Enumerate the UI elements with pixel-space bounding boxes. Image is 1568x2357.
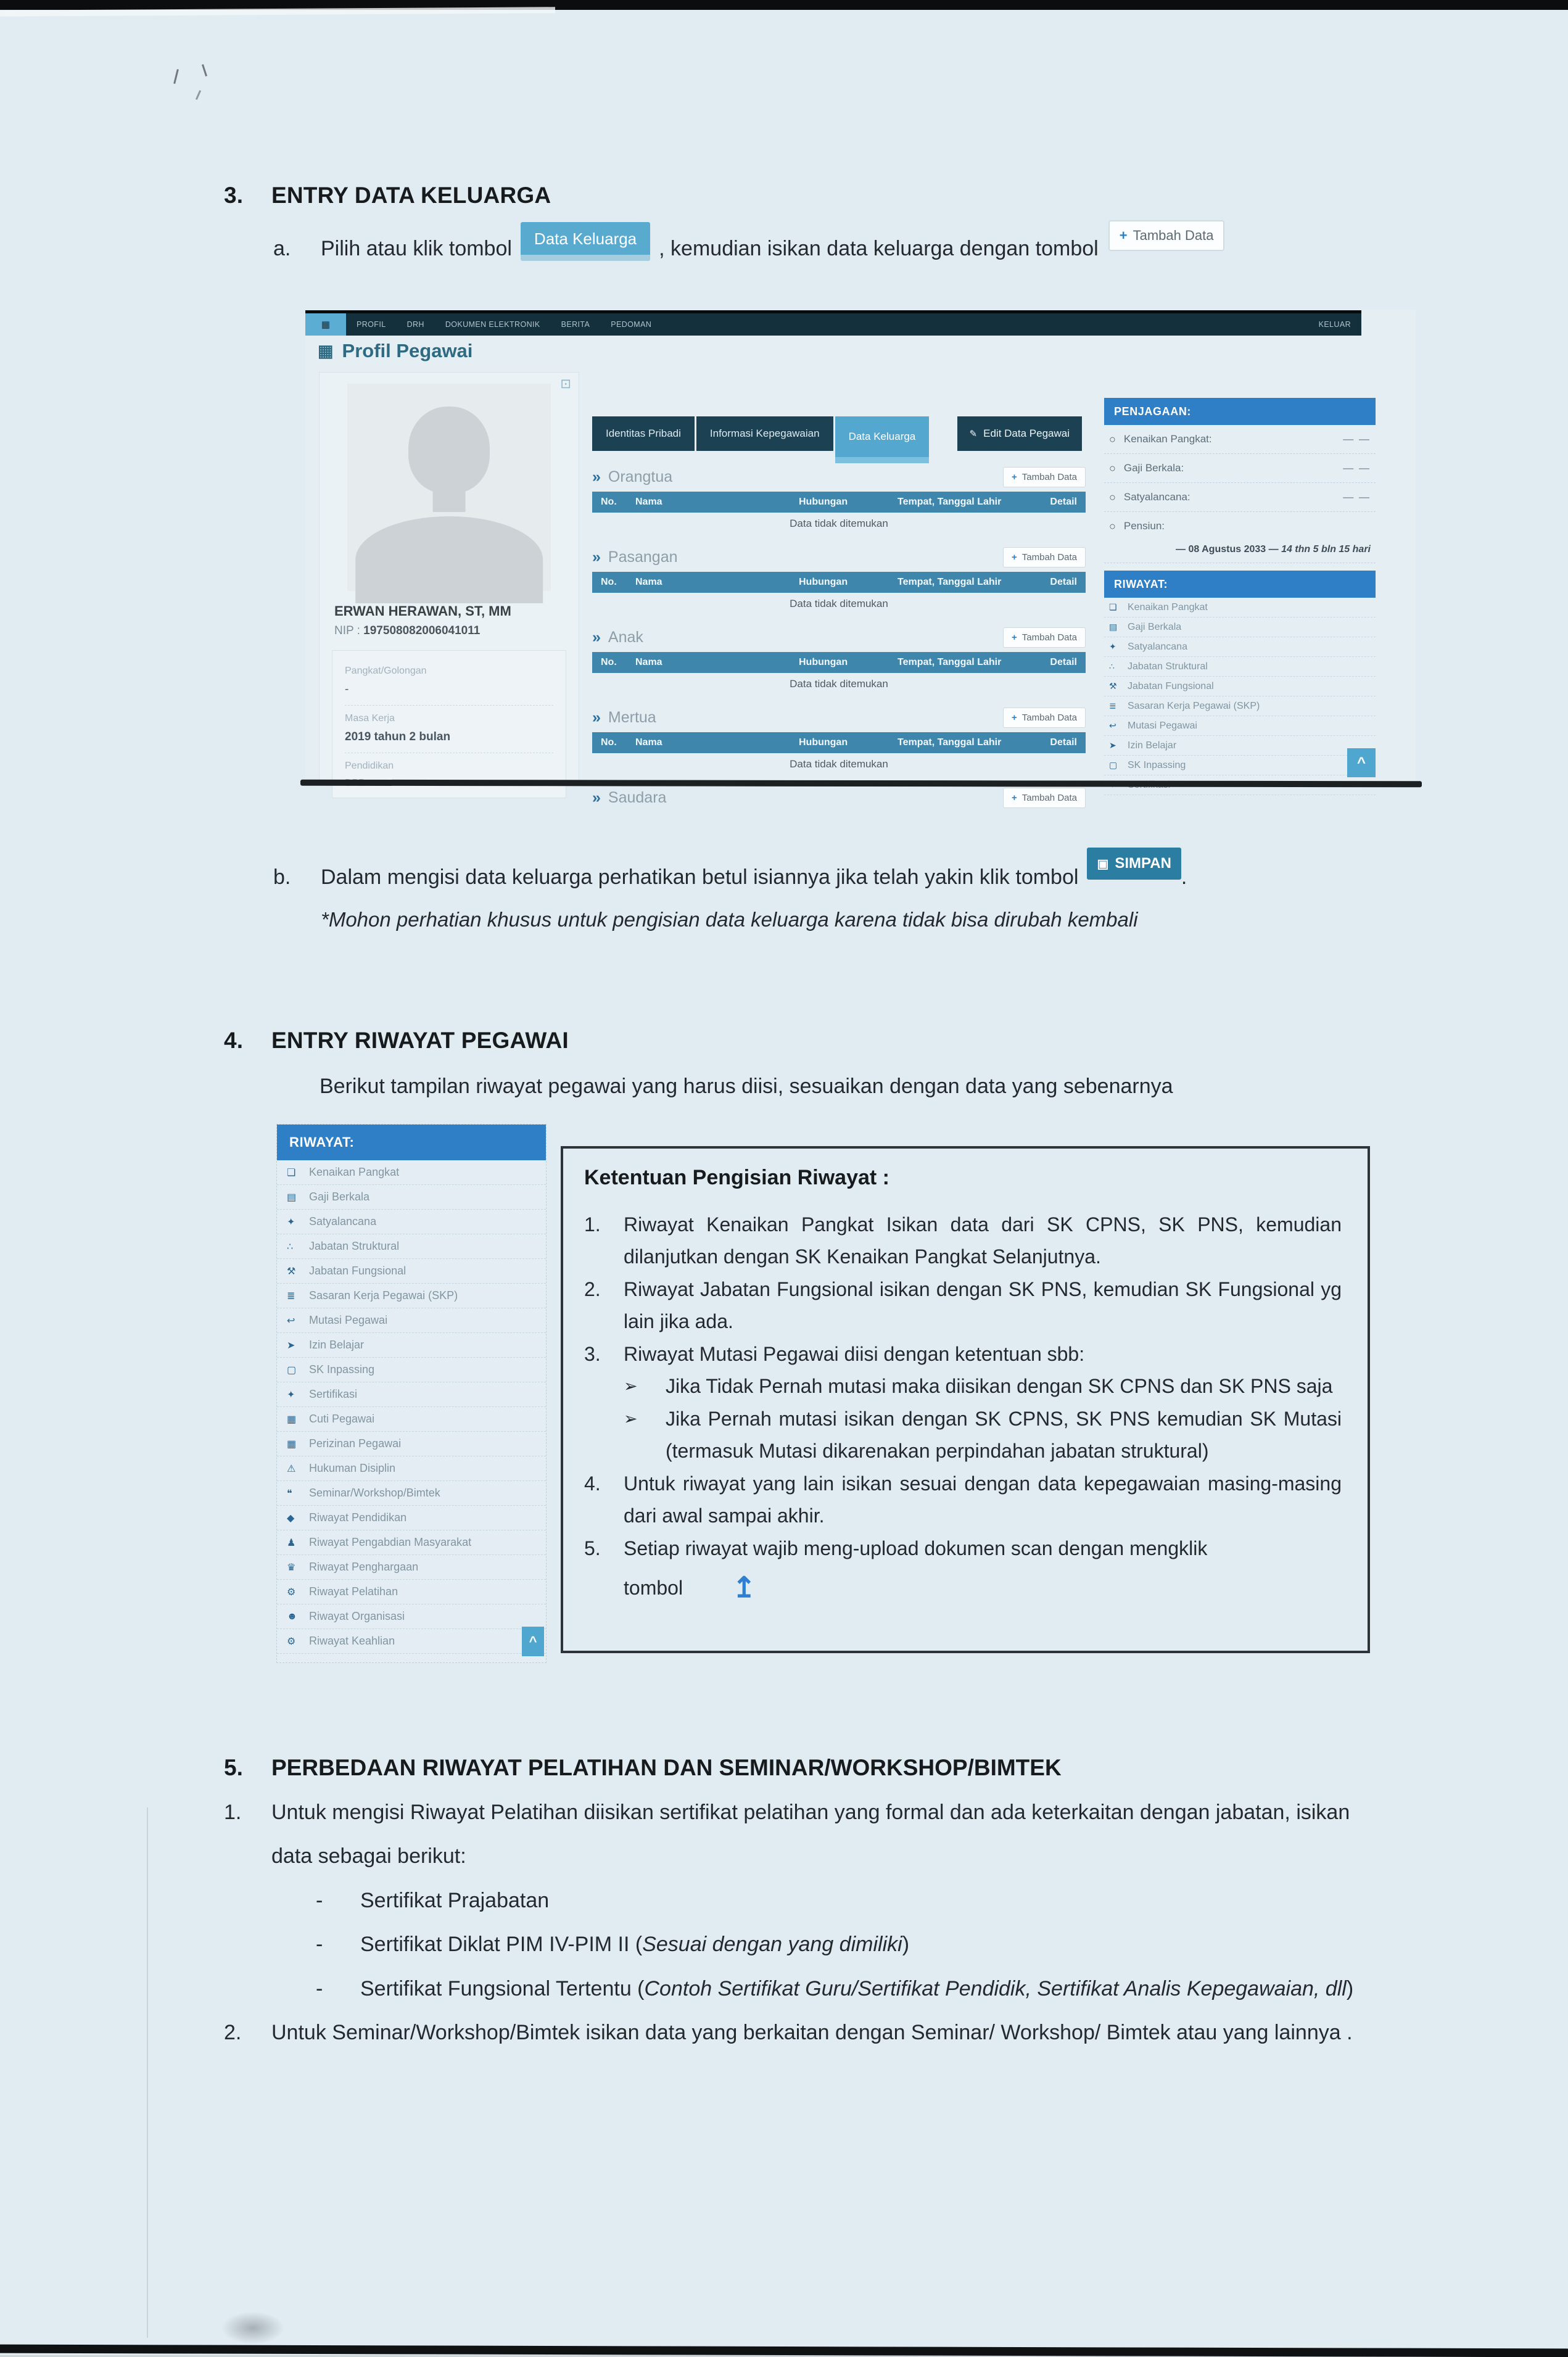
field-pendidikan: Pendidikan [345,761,394,771]
scan-edge-bottom [0,2345,1568,2357]
scan-smudge [222,2312,284,2344]
step-a [273,229,1519,268]
gavel-icon: ⚒ [287,1266,296,1277]
tambah-data-button[interactable]: + Tambah Data [1003,467,1086,487]
plus-icon: + [1012,792,1017,803]
tambah-data-button[interactable]: + Tambah Data [1003,708,1086,728]
menu-mutasi-pegawai[interactable]: ↩ Mutasi Pegawai [277,1308,546,1333]
menu-sk-inpassing[interactable]: ▢ SK Inpassing [277,1358,546,1382]
step-text: Pilih atau klik tombol [321,237,512,260]
plus-icon: + [1012,712,1017,723]
scroll-top-button[interactable] [1347,748,1376,777]
banknote-icon: ▤ [287,1192,297,1203]
circle-icon: ○ [1109,461,1116,474]
section-title: ENTRY DATA KELUARGA [271,183,551,208]
menu-riwayat-pendidikan[interactable]: ◆ Riwayat Pendidikan [277,1506,546,1530]
menu-gaji-berkala[interactable]: ▤ Gaji Berkala [277,1185,546,1210]
menu-skp[interactable]: ≣ Sasaran Kerja Pegawai (SKP) [1104,696,1376,716]
graduation-cap-icon: ◆ [287,1513,295,1524]
menu-hukuman-disiplin[interactable]: ⚠ Hukuman Disiplin [277,1456,546,1481]
certificate-icon: ✦ [287,1389,295,1400]
section-4-subtitle: Berikut tampilan riwayat pegawai yang harus diisi, sesuaikan dengan data yang sebenarnya [320,1075,1173,1098]
section-title: » Saudara [592,788,667,806]
nip-label: NIP : [334,624,360,637]
data-keluarga-button[interactable]: Data Keluarga [521,222,650,261]
step-label: b. [273,865,291,889]
menu-cuti-pegawai[interactable]: ▦ Cuti Pegawai [277,1407,546,1432]
circle-icon: ○ [1109,519,1116,532]
page-title: ▦ Profil Pegawai [318,340,473,361]
status-panel [1104,398,1376,795]
section-title: » Pasangan [592,548,678,566]
tambah-data-label: Tambah Data [1133,227,1214,243]
ketentuan-item-5-line-2: tombol ↥ [624,1564,1342,1611]
app-logo[interactable] [305,313,346,336]
s5-bullet-1: - Sertifikat Prajabatan [271,1879,1366,1923]
silhouette-shoulders [355,516,543,603]
chevrons-icon: » [592,548,601,566]
image-icon[interactable]: ⊡ [560,377,571,391]
penjagaan-satyalancana: ○ Satyalancana: — — [1104,483,1376,512]
nav-item-dokumen[interactable]: DOKUMEN ELEKTRONIK [445,320,540,329]
chevrons-icon: » [592,708,601,726]
profile-tabs [592,416,1086,451]
employee-name: ERWAN HERAWAN, ST, MM [334,603,511,619]
empty-row: Data tidak ditemukan [790,518,888,529]
scan-fold-line [147,1807,148,2338]
section-5-heading [224,1755,1366,1781]
wrench-icon: ⚙ [287,1636,296,1647]
profil-pegawai-screenshot [305,310,1416,806]
table-header: No. Nama Hubungan Tempat, Tanggal Lahir Detail [592,732,1086,753]
floppy-icon: ▣ [1097,857,1109,871]
scroll-top-button[interactable] [522,1627,544,1656]
menu-jabatan-fungsional[interactable]: ⚒ Jabatan Fungsional [277,1259,546,1284]
nav-item-keluar[interactable]: KELUAR [1318,320,1351,329]
nav-item-drh[interactable]: DRH [406,320,424,329]
silhouette-neck [433,483,466,512]
calendar-icon: ▦ [287,1439,297,1450]
menu-sertifikasi[interactable]: ✦ Sertifikasi [277,1382,546,1407]
tab-data-keluarga[interactable]: Data Keluarga [835,416,930,457]
step-b [273,855,1458,931]
section-mertua [592,706,1086,772]
ketentuan-item-5: 5. Setiap riwayat wajib meng-upload dokumen scan dengan mengklik [584,1537,1208,1559]
circle-icon: ○ [1109,432,1116,445]
nav-item-profil[interactable]: PROFIL [357,320,386,329]
menu-riwayat-pengabdian[interactable]: ♟ Riwayat Pengabdian Masyarakat [277,1530,546,1555]
menu-satyalancana[interactable]: ✦ Satyalancana [277,1210,546,1234]
table-header: No. Nama Hubungan Tempat, Tanggal Lahir Detail [592,652,1086,673]
s5-item-2: 2. Untuk Seminar/Workshop/Bimtek isikan data yang berkaitan dengan Seminar/ Workshop/ Bimtek atau yang lainnya . [224,2020,1353,2044]
nav-item-pedoman[interactable]: PEDOMAN [611,320,652,329]
menu-mutasi-pegawai[interactable]: ↩ Mutasi Pegawai [1104,716,1376,736]
menu-satyalancana[interactable]: ✦ Satyalancana [1104,637,1376,657]
tab-informasi-kepegawaian[interactable]: Informasi Kepegawaian [696,416,833,451]
menu-sk-inpassing[interactable]: ▢ SK Inpassing [1104,756,1376,775]
file-icon: ▢ [1109,760,1118,770]
menu-seminar-workshop-bimtek[interactable]: ❝ Seminar/Workshop/Bimtek [277,1481,546,1506]
pen-mark [196,90,201,100]
bookmark-icon: ❏ [287,1167,296,1178]
send-icon: ➤ [287,1340,295,1351]
medal-icon: ✦ [1109,642,1116,651]
silhouette-head [408,407,490,493]
menu-kenaikan-pangkat[interactable]: ❏ Kenaikan Pangkat [277,1160,546,1185]
riwayat-sidebar-screenshot [276,1124,547,1663]
ketentuan-item-3: 3. Riwayat Mutasi Pegawai diisi dengan ketentuan sbb: [584,1342,1085,1365]
gavel-icon: ⚒ [1109,681,1117,691]
menu-gaji-berkala[interactable]: ▤ Gaji Berkala [1104,617,1376,637]
section-title: » Anak [592,628,643,646]
pencil-icon: ✎ [969,429,978,439]
step-text: Dalam mengisi data keluarga perhatikan betul isiannya jika telah yakin klik tombol [321,865,1079,889]
chevrons-icon: » [592,468,601,485]
step-label: a. [273,237,291,260]
section-orangtua [592,466,1086,531]
tambah-data-button[interactable]: + Tambah Data [1003,627,1086,648]
plus-icon: + [1012,632,1017,643]
profile-card [319,372,579,783]
simpan-button[interactable]: ▣ SIMPAN [1087,848,1181,880]
grid-icon: ▦ [321,320,331,330]
field-pangkat: Pangkat/Golongan - [345,658,553,706]
pensiun-date: — 08 Agustus 2033 — 14 thn 5 bln 15 hari [1104,540,1376,563]
section-number: 4. [224,1028,244,1053]
dash-bullet: - [316,1888,323,1912]
bookmark-icon: ❏ [1109,602,1117,612]
circle-icon: ○ [1109,490,1116,503]
section-pasangan [592,546,1086,611]
sitemap-icon: ∴ [287,1241,294,1252]
tab-identitas-pribadi[interactable]: Identitas Pribadi [592,416,695,451]
menu-riwayat-organisasi[interactable]: ☻ Riwayat Organisasi [277,1604,546,1629]
s5-item-1: 1. Untuk mengisi Riwayat Pelatihan diisikan sertifikat pelatihan yang formal dan ada keterkaitan dengan jabatan, isikan data sebagai berikut: [224,1801,1350,1868]
menu-izin-belajar[interactable]: ➤ Izin Belajar [1104,736,1376,756]
empty-row: Data tidak ditemukan [790,678,888,690]
box-title: Ketentuan Pengisian Riwayat : [584,1166,889,1189]
dash-bullet: - [316,1976,323,2000]
menu-kenaikan-pangkat[interactable]: ❏ Kenaikan Pangkat [1104,598,1376,617]
arrow-bullet-icon: ➢ [624,1409,638,1428]
ketentuan-item-4: 4. Untuk riwayat yang lain isikan sesuai dengan data kepegawaian masing-masing dari awal sampai akhir. [584,1472,1342,1527]
plus-icon: + [1012,551,1017,563]
family-data-panel [592,416,1086,809]
plus-icon: + [1012,471,1017,482]
section-number: 3. [224,183,244,208]
menu-jabatan-fungsional[interactable]: ⚒ Jabatan Fungsional [1104,677,1376,696]
comments-icon: ❝ [287,1488,292,1499]
chevrons-icon: » [592,788,601,806]
ketentuan-item-1: 1. Riwayat Kenaikan Pangkat Isikan data dari SK CPNS, SK PNS, kemudian dilanjutkan dengan SK Kenaikan Pangkat Selanjutnya. [584,1213,1342,1268]
reply-icon: ↩ [287,1315,295,1326]
menu-jabatan-struktural[interactable]: ∴ Jabatan Struktural [1104,657,1376,677]
profile-info-box [332,650,566,798]
step-text: . [1181,865,1187,889]
section-title: ENTRY RIWAYAT PEGAWAI [271,1028,569,1053]
list-icon: ≣ [1109,701,1116,711]
empty-row: Data tidak ditemukan [790,598,888,609]
menu-perizinan-pegawai[interactable]: ▦ Perizinan Pegawai [277,1432,546,1456]
calendar-icon: ▦ [287,1414,297,1425]
section-title: PERBEDAAN RIWAYAT PELATIHAN DAN SEMINAR/WORKSHOP/BIMTEK [271,1755,1062,1780]
empty-row: Data tidak ditemukan [790,758,888,770]
tambah-data-button[interactable] [1108,220,1225,251]
send-icon: ➤ [1109,740,1116,750]
table-header: No. Nama Hubungan Tempat, Tanggal Lahir Detail [592,492,1086,513]
section-saudara [592,786,1086,809]
s5-bullet-3: - Sertifikat Fungsional Tertentu (Contoh Sertifikat Guru/Sertifikat Pendidik, Sertifikat Analis Kepegawaian, dll) [271,1967,1366,2011]
list-icon: ≣ [287,1290,295,1302]
nip-value: 197508082006041011 [363,624,481,637]
riwayat-header: RIWAYAT: [277,1125,546,1160]
employee-nip [334,624,564,638]
penjagaan-header: PENJAGAAN: [1104,398,1376,425]
ketentuan-item-3-bullet-1: ➢ Jika Tidak Pernah mutasi maka diisikan dengan SK CPNS dan SK PNS saja [624,1370,1342,1403]
ketentuan-box [561,1146,1370,1653]
step-text: , kemudian isikan data keluarga dengan tombol [659,237,1099,260]
dash-bullet: - [316,1933,323,1957]
section-3-heading [224,183,551,208]
profile-photo-placeholder [347,384,551,591]
edit-data-pegawai-button[interactable]: ✎ Edit Data Pegawai [957,416,1082,451]
s5-bullet-2: - Sertifikat Diklat PIM IV-PIM II (Sesuai dengan yang dimiliki) [271,1923,1366,1967]
gears-icon: ⚙ [287,1587,296,1598]
app-navbar [305,310,1361,336]
ketentuan-item-3-bullet-2: ➢ Jika Pernah mutasi isikan dengan SK CPNS, SK PNS kemudian SK Mutasi (termasuk Mutasi dikarenakan perpindahan jabatan struktural) [624,1403,1342,1467]
section-4-heading [224,1028,569,1054]
warning-icon: ⚠ [287,1463,296,1474]
upload-icon: ↥ [732,1571,756,1604]
menu-riwayat-keahlian[interactable]: ⚙ Riwayat Keahlian [277,1629,546,1654]
section-5 [224,1755,1366,2055]
nav-item-berita[interactable]: BERITA [561,320,590,329]
medal-icon: ✦ [287,1216,295,1228]
riwayat-header: RIWAYAT: [1104,571,1376,598]
file-icon: ▢ [287,1364,297,1376]
banknote-icon: ▤ [1109,622,1118,632]
pen-mark [202,64,207,76]
penjagaan-gaji-berkala: ○ Gaji Berkala: — — [1104,454,1376,483]
arrow-bullet-icon: ➢ [624,1377,638,1396]
section-number: 5. [224,1755,243,1780]
plus-icon: + [1119,227,1128,243]
chevron-up-icon: ^ [1356,754,1366,771]
list-icon: ▦ [318,341,334,360]
section-title: » Mertua [592,708,656,726]
trophy-icon: ♛ [287,1562,296,1573]
person-icon: ♟ [287,1537,296,1548]
pen-mark [173,69,179,84]
menu-izin-belajar[interactable]: ➤ Izin Belajar [277,1333,546,1358]
chevron-up-icon: ^ [529,1633,537,1649]
tambah-data-button[interactable]: + Tambah Data [1003,547,1086,568]
section-anak [592,626,1086,691]
menu-riwayat-penghargaan[interactable]: ♛ Riwayat Penghargaan [277,1555,546,1580]
menu-jabatan-struktural[interactable]: ∴ Jabatan Struktural [277,1234,546,1259]
menu-skp[interactable]: ≣ Sasaran Kerja Pegawai (SKP) [277,1284,546,1308]
warning-note: *Mohon perhatian khusus untuk pengisian data keluarga karena tidak bisa dirubah kembali [321,908,1138,931]
users-icon: ☻ [287,1611,297,1622]
penjagaan-kenaikan-pangkat: ○ Kenaikan Pangkat: — — [1104,425,1376,454]
ketentuan-item-2: 2. Riwayat Jabatan Fungsional isikan dengan SK PNS, kemudian SK Fungsional yg lain jika ada. [584,1278,1342,1333]
field-masa-kerja: Masa Kerja 2019 tahun 2 bulan [345,706,553,753]
chevrons-icon: » [592,628,601,646]
reply-icon: ↩ [1109,720,1116,730]
sitemap-icon: ∴ [1109,661,1115,671]
tambah-data-button[interactable]: + Tambah Data [1003,788,1086,808]
menu-riwayat-pelatihan[interactable]: ⚙ Riwayat Pelatihan [277,1580,546,1604]
penjagaan-pensiun: ○ Pensiun: [1109,519,1165,532]
table-header: No. Nama Hubungan Tempat, Tanggal Lahir Detail [592,572,1086,593]
section-title: » Orangtua [592,468,673,485]
